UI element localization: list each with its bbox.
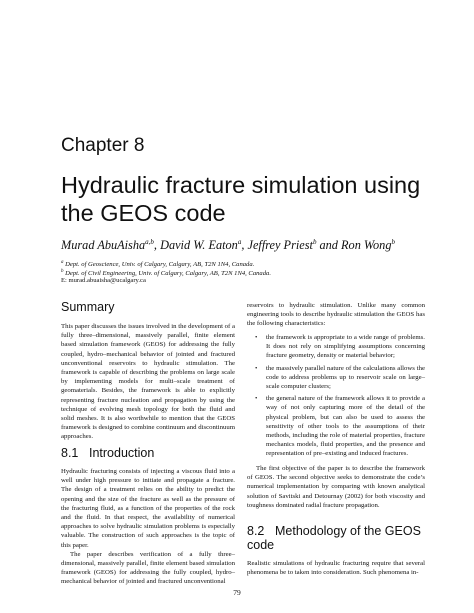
section-8-2-body — [247, 559, 425, 577]
bullet-icon: • — [255, 364, 258, 372]
section-8-2-heading — [247, 524, 425, 552]
list-item — [253, 333, 425, 361]
list-item-text: the massively parallel nature of the calculations allows the code to address problems up to reservoir scale on large–scale computer clusters; — [266, 364, 425, 391]
summary-body — [61, 322, 235, 442]
affiliation-text: Dept. of Geoscience, Univ. of Calgary, Calgary, AB, T2N 1N4, Canada. — [65, 261, 255, 269]
bullet-icon: • — [255, 395, 258, 403]
chapter-label: Chapter 8 — [61, 135, 145, 156]
author-sep: , — [241, 238, 248, 253]
section-number: 8.1 — [61, 446, 79, 460]
summary-text: This paper discusses the issues involved in the development of a fully three–dimensional, massively parallel, finite element based simulation framework (GEOS) for addressing the fully coupled, hydro–mechanical behavior of jointed and fractured unconventional reservoirs to hydraulic stimulation. The framework is capable of describing the problems on large scale by implementing models for multi–scale treatment of geomaterials. Besides, the framework is able to explicitly representing fracture nucleation and propagation by using the technique of evolving mesh topology for both the fluid and solid meshes. It is also worthwhile to mention that the GEOS framework is designed to combine continuum and discontinuum approaches. — [61, 323, 235, 441]
contact-email: E: murad.abuaisha@ucalgary.ca — [61, 277, 146, 284]
right-column-intro — [247, 301, 425, 329]
section-number: 8.2 — [247, 524, 265, 538]
affiliation-sup: b — [61, 269, 64, 274]
section-title: Introduction — [89, 446, 155, 460]
chapter-title: Hydraulic fracture simulation using the GEOS code — [61, 172, 421, 226]
objectives-paragraph — [247, 464, 425, 510]
list-item — [253, 394, 425, 458]
list-item-text: the general nature of the framework allows it to provide a way of not only capturing more of the detail of the physical problem, but can also be used to assess the sensitivity of other tools to the assumptions of their methods, including the role of material properties, fracture mechanics models, fluid properties, and the presence and representation of pre–existing and induced fractures. — [266, 395, 425, 458]
section-title: Methodology of the GEOS code — [247, 524, 421, 552]
summary-heading: Summary — [61, 300, 115, 314]
author-sep: , — [153, 238, 161, 253]
paragraph: reservoirs to hydraulic stimulation. Unlike many common engineering tools to describe hydraulic stimulation the GEOS has the following characteristics: — [247, 302, 425, 328]
author-name: Jeffrey Priest — [247, 238, 313, 253]
author-sep: and — [316, 238, 342, 253]
author-sup: a,b — [145, 238, 154, 246]
paragraph: The first objective of the paper is to describe the framework of GEOS. The second objective seeks to demonstrate the code’s numerical implementation by comparing with known analytical solution of Savitski and Detournay (2002) for both viscosity and toughness dominated radial fracture propagation. — [247, 465, 425, 509]
author-list — [61, 238, 441, 253]
author-name: Murad AbuAisha — [61, 238, 146, 253]
list-item — [253, 364, 425, 392]
section-8-1-heading — [61, 446, 235, 460]
affiliation-sup: a — [61, 260, 64, 265]
author-sup: b — [312, 238, 317, 246]
paragraph: Hydraulic fracturing consists of injecting a viscous fluid into a well under high pressure to initiate and propagate a fracture. The design of a treatment relies on the ability to predict the opening and the size of the fracture as well as the pressure of the fracturing fluid, as a function of the properties of the rock and the fluid. In that respect, the availability of numerical approaches to solve hydraulic simulation problems is especially valuable. The construction of such approaches is the topic of this paper. — [61, 468, 235, 549]
author-sup: a — [237, 238, 242, 246]
author-name: David W. Eaton — [160, 238, 238, 253]
characteristics-list — [253, 333, 425, 462]
section-8-1-body — [61, 467, 235, 587]
paragraph: Realistic simulations of hydraulic fracturing require that several phenomena be to taken into consideration. Such phenomena in- — [247, 560, 425, 577]
page-number: 79 — [233, 588, 241, 597]
bullet-icon: • — [255, 334, 258, 341]
author-sup: b — [391, 238, 395, 246]
paragraph: The paper describes verification of a fully three–dimensional, massively parallel, finite element based simulation framework (GEOS) for addressing the fully coupled, hydro–mechanical behavior of jointed and fractured unconventional — [61, 550, 235, 586]
author-name: Ron Wong — [341, 238, 392, 253]
affiliation-text: Dept. of Civil Engineering, Univ. of Calgary, Calgary, AB, T2N 1N4, Canada. — [65, 270, 271, 278]
list-item-text: the framework is appropriate to a wide range of problems. It does not rely on simplifying assumptions concerning fracture geometry, density or material behavior; — [266, 334, 425, 360]
